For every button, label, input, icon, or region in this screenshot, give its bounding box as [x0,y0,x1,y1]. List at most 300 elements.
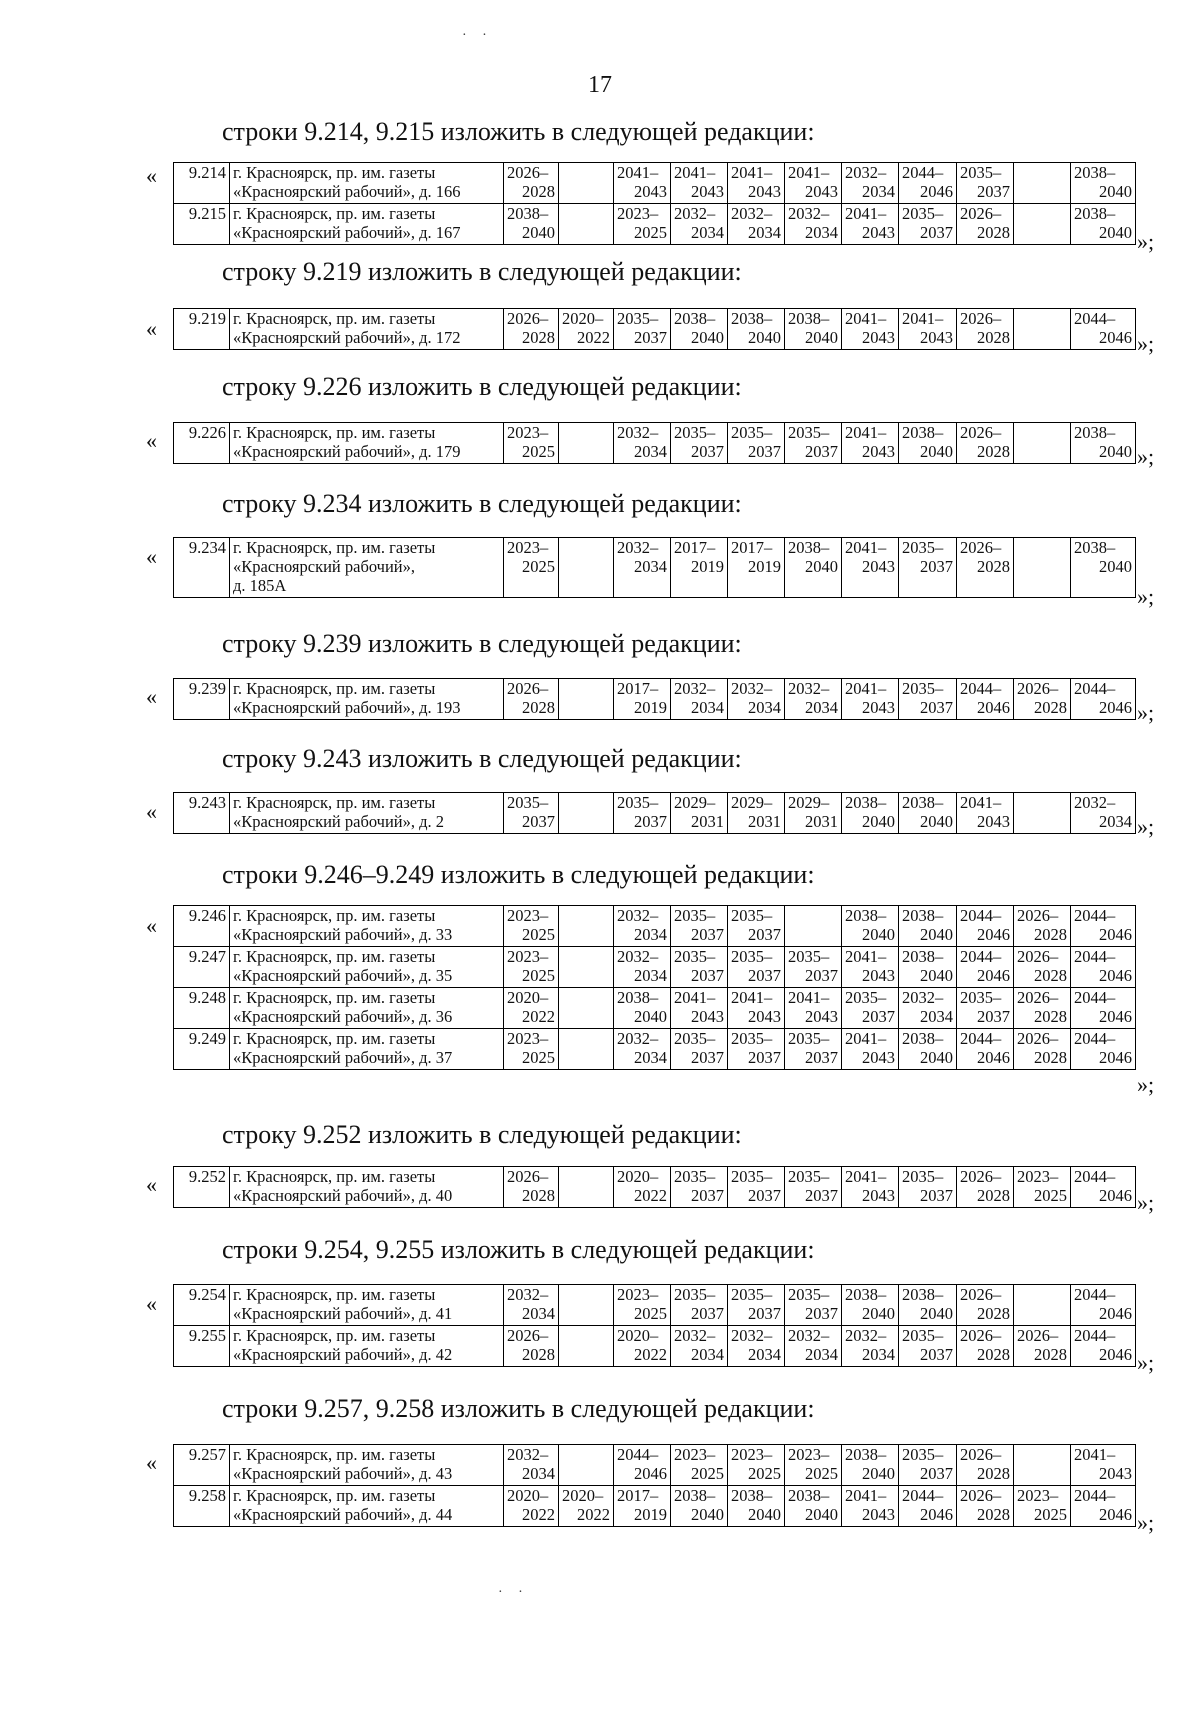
year-start: 2041– [845,679,887,698]
year-start: 2038– [902,1285,944,1304]
address-line: г. Красноярск, пр. им. газеты [233,1485,436,1505]
year-range-cell [899,1485,957,1526]
year-start: 2026– [960,1325,1002,1345]
year-start: 2041– [845,1167,887,1186]
year-start: 2017– [731,538,773,557]
year-end: 2037 [920,1185,953,1205]
address-cell [230,538,504,598]
year-start: 2032– [1074,793,1116,812]
amendment-table [173,422,1136,464]
year-range-cell [899,1167,957,1208]
year-end: 2028 [522,327,555,347]
year-range-cell [785,1325,842,1366]
year-range-cell [728,946,785,987]
year-range-cell [614,987,671,1028]
year-range-cell [728,1325,785,1366]
year-range-cell [559,309,614,350]
year-range-cell [842,1485,899,1526]
year-range-cell [785,538,842,598]
year-range-cell [504,987,559,1028]
year-end: 2046 [1099,1185,1132,1205]
year-start: 2032– [617,906,659,925]
year-range-cell [899,203,957,244]
year-end: 2028 [977,1344,1010,1364]
year-start: 2041– [960,793,1002,812]
year-end: 2037 [691,1185,724,1205]
row-number: 9.246 [174,906,230,947]
year-end: 2037 [805,1047,838,1067]
year-start: 2035– [788,1167,830,1186]
year-end: 2028 [522,697,555,717]
year-range-cell [1071,987,1136,1028]
year-start: 2035– [617,309,659,328]
year-range-cell [899,1325,957,1366]
year-start: 2041– [731,987,773,1007]
year-range-cell [1071,538,1136,598]
year-end: 2031 [748,811,781,831]
year-end: 2037 [748,1047,781,1067]
year-range-cell [899,163,957,204]
year-range-cell [785,946,842,987]
year-start: 2038– [788,309,830,328]
year-start: 2023– [1017,1485,1059,1505]
section-heading: строки 9.254, 9.255 изложить в следующей редакции: [222,1235,815,1264]
address-line: «Красноярский рабочий», д. 40 [233,1185,453,1205]
year-start: 2032– [617,1028,659,1048]
year-start: 2035– [507,793,549,812]
year-start: 2038– [1074,203,1116,223]
empty-cell [1014,538,1071,598]
year-range-cell [728,1285,785,1326]
year-start: 2044– [1074,1325,1116,1345]
year-start: 2044– [902,163,944,182]
year-range-cell [614,423,671,464]
year-range-cell [671,793,728,834]
year-start: 2044– [1074,679,1116,698]
open-quote: « [146,684,157,709]
year-start: 2035– [731,906,773,925]
year-start: 2026– [507,309,549,328]
year-range-cell [785,203,842,244]
year-end: 2040 [862,811,895,831]
address-line: «Красноярский рабочий», д. 41 [233,1303,453,1323]
address-line: г. Красноярск, пр. им. газеты [233,1285,436,1304]
year-start: 2035– [845,987,887,1007]
amendment-table [173,162,1136,245]
year-range-cell [1014,1325,1071,1366]
row-number: 9.226 [174,423,230,464]
year-end: 2046 [977,697,1010,717]
year-range-cell [671,946,728,987]
year-end: 2046 [1099,697,1132,717]
year-start: 2044– [1074,1167,1116,1186]
year-end: 2034 [1099,811,1132,831]
address-line: «Красноярский рабочий», д. 172 [233,327,461,347]
amendment-table [173,308,1136,350]
empty-cell [559,1285,614,1326]
year-end: 2037 [691,924,724,944]
year-end: 2040 [691,327,724,347]
year-start: 2023– [507,906,549,925]
year-end: 2034 [634,441,667,461]
address-line: «Красноярский рабочий», д. 2 [233,811,445,831]
year-end: 2040 [805,327,838,347]
year-range-cell [728,1167,785,1208]
year-range-cell [504,538,559,598]
table-row [174,1325,1136,1366]
table-row [174,946,1136,987]
year-start: 2032– [731,203,773,223]
year-range-cell [785,793,842,834]
year-end: 2031 [691,811,724,831]
year-start: 2044– [1074,946,1116,966]
year-start: 2038– [845,1445,887,1464]
year-end: 2034 [862,1344,895,1364]
year-range-cell [957,203,1014,244]
year-end: 2046 [1099,1006,1132,1026]
row-number: 9.248 [174,987,230,1028]
empty-cell [559,538,614,598]
year-range-cell [957,1445,1014,1486]
year-start: 2035– [902,203,944,223]
year-range-cell [899,538,957,598]
year-start: 2035– [674,1167,716,1186]
year-range-cell [842,423,899,464]
year-end: 2022 [577,1504,610,1524]
page-number: 17 [588,72,612,98]
year-end: 2028 [977,222,1010,242]
year-end: 2046 [1099,1504,1132,1524]
year-end: 2043 [691,181,724,201]
address-line: г. Красноярск, пр. им. газеты [233,1325,436,1345]
year-range-cell [842,987,899,1028]
section-heading: строку 9.219 изложить в следующей редакции: [222,257,742,286]
amendment-table [173,905,1136,1070]
year-start: 2035– [731,1028,773,1048]
address-cell [230,1285,504,1326]
year-start: 2041– [845,946,887,966]
row-number: 9.257 [174,1445,230,1486]
address-line: г. Красноярск, пр. им. газеты [233,946,436,966]
table-row [174,203,1136,244]
address-line: «Красноярский рабочий», д. 193 [233,697,461,717]
year-end: 2040 [920,965,953,985]
year-end: 2043 [862,1185,895,1205]
year-end: 2025 [522,441,555,461]
year-range-cell [957,1167,1014,1208]
scan-speckle: · · [498,1585,529,1600]
year-start: 2038– [902,906,944,925]
year-start: 2020– [562,1485,604,1505]
year-end: 2037 [691,441,724,461]
year-start: 2035– [960,987,1002,1007]
year-start: 2035– [674,946,716,966]
address-cell [230,1167,504,1208]
address-cell [230,1325,504,1366]
section-heading: строку 9.243 изложить в следующей редакции: [222,744,742,773]
year-start: 2035– [617,793,659,812]
year-range-cell [614,793,671,834]
year-range-cell [614,163,671,204]
year-range-cell [1071,793,1136,834]
year-end: 2034 [862,181,895,201]
year-range-cell [1014,1485,1071,1526]
year-end: 2037 [748,1185,781,1205]
year-start: 2041– [845,1485,887,1505]
row-number: 9.214 [174,163,230,204]
year-end: 2028 [977,327,1010,347]
year-end: 2043 [862,965,895,985]
open-quote: « [146,544,157,569]
year-end: 2037 [634,811,667,831]
year-range-cell [1014,1167,1071,1208]
year-end: 2046 [1099,924,1132,944]
year-start: 2035– [674,1285,716,1304]
address-cell [230,987,504,1028]
empty-cell [785,906,842,947]
year-start: 2041– [617,163,659,182]
year-start: 2023– [788,1445,830,1464]
open-quote: « [146,428,157,453]
year-end: 2034 [522,1463,555,1483]
row-number: 9.234 [174,538,230,598]
year-range-cell [614,1028,671,1069]
year-range-cell [899,906,957,947]
year-end: 2037 [920,556,953,576]
year-start: 2035– [788,423,830,442]
year-range-cell [899,1028,957,1069]
year-start: 2038– [845,793,887,812]
year-start: 2041– [902,309,944,328]
year-range-cell [1071,1028,1136,1069]
year-range-cell [842,679,899,720]
open-quote: « [146,1450,157,1475]
year-start: 2020– [562,309,604,328]
year-range-cell [957,1325,1014,1366]
year-start: 2020– [617,1167,659,1186]
year-range-cell [842,946,899,987]
year-start: 2023– [617,203,659,223]
year-end: 2034 [691,697,724,717]
year-range-cell [614,946,671,987]
year-end: 2043 [1099,1463,1132,1483]
year-end: 2040 [920,441,953,461]
year-range-cell [728,1028,785,1069]
year-end: 2028 [977,1504,1010,1524]
year-range-cell [504,1325,559,1366]
year-end: 2034 [634,965,667,985]
year-start: 2035– [788,946,830,966]
address-line: г. Красноярск, пр. им. газеты [233,309,436,328]
year-range-cell [671,1285,728,1326]
year-start: 2041– [845,538,887,557]
year-start: 2026– [507,679,549,698]
year-start: 2035– [902,1445,944,1464]
year-range-cell [957,1285,1014,1326]
year-range-cell [728,538,785,598]
year-start: 2038– [674,309,716,328]
address-cell [230,309,504,350]
year-range-cell [1071,423,1136,464]
year-end: 2028 [977,1303,1010,1323]
year-range-cell [957,538,1014,598]
year-start: 2035– [674,1028,716,1048]
year-end: 2040 [1099,556,1132,576]
year-range-cell [1014,987,1071,1028]
year-range-cell [728,1485,785,1526]
address-cell [230,679,504,720]
open-quote: « [146,163,157,188]
year-range-cell [785,987,842,1028]
year-start: 2038– [1074,538,1116,557]
year-range-cell [671,987,728,1028]
year-range-cell [899,423,957,464]
year-end: 2025 [522,556,555,576]
close-quote: »; [1137,1350,1155,1375]
section-heading: строки 9.257, 9.258 изложить в следующей редакции: [222,1394,815,1423]
year-start: 2032– [674,679,716,698]
year-end: 2025 [634,222,667,242]
year-range-cell [504,163,559,204]
year-start: 2017– [674,538,716,557]
empty-cell [559,163,614,204]
year-start: 2038– [845,906,887,925]
year-end: 2022 [522,1504,555,1524]
year-start: 2041– [674,987,716,1007]
year-end: 2028 [977,441,1010,461]
year-start: 2038– [902,423,944,442]
year-end: 2034 [805,222,838,242]
year-start: 2026– [1017,679,1059,698]
year-end: 2034 [691,1344,724,1364]
address-line: «Красноярский рабочий», [233,556,416,576]
close-quote: »; [1137,1190,1155,1215]
address-line: «Красноярский рабочий», д. 43 [233,1463,453,1483]
amendment-table [173,792,1136,834]
year-end: 2040 [920,924,953,944]
year-start: 2023– [617,1285,659,1304]
year-start: 2041– [845,309,887,328]
close-quote: »; [1137,1072,1155,1097]
empty-cell [559,793,614,834]
address-cell [230,203,504,244]
year-end: 2022 [522,1006,555,1026]
year-end: 2046 [1099,1047,1132,1067]
year-end: 2037 [805,441,838,461]
year-start: 2032– [674,203,716,223]
address-line: «Красноярский рабочий», д. 42 [233,1344,453,1364]
empty-cell [559,987,614,1028]
year-end: 2043 [748,181,781,201]
year-start: 2026– [507,1167,549,1186]
year-end: 2034 [634,924,667,944]
year-start: 2038– [507,203,549,223]
year-range-cell [504,423,559,464]
year-range-cell [728,679,785,720]
year-start: 2029– [674,793,716,812]
close-quote: »; [1137,1510,1155,1535]
year-end: 2034 [634,1047,667,1067]
year-start: 2032– [731,679,773,698]
year-end: 2034 [748,1344,781,1364]
year-start: 2032– [788,1325,830,1345]
year-range-cell [728,309,785,350]
year-end: 2034 [805,697,838,717]
year-end: 2034 [748,222,781,242]
year-start: 2032– [507,1285,549,1304]
year-start: 2023– [731,1445,773,1464]
address-line: г. Красноярск, пр. им. газеты [233,538,436,557]
year-start: 2017– [617,679,659,698]
year-range-cell [504,946,559,987]
year-range-cell [614,203,671,244]
table-row [174,906,1136,947]
year-range-cell [957,906,1014,947]
empty-cell [559,203,614,244]
close-quote: »; [1137,229,1155,254]
year-end: 2043 [977,811,1010,831]
table-row [174,1445,1136,1486]
year-end: 2019 [634,697,667,717]
address-line: г. Красноярск, пр. им. газеты [233,423,436,442]
section-heading: строки 9.214, 9.215 изложить в следующей редакции: [222,117,815,146]
year-range-cell [957,1028,1014,1069]
table-row [174,423,1136,464]
year-start: 2038– [788,1485,830,1505]
year-end: 2022 [634,1344,667,1364]
year-range-cell [504,1167,559,1208]
year-end: 2037 [748,441,781,461]
year-range-cell [671,538,728,598]
year-range-cell [614,538,671,598]
year-end: 2034 [522,1303,555,1323]
year-start: 2044– [1074,1028,1116,1048]
year-end: 2046 [977,1047,1010,1067]
year-start: 2029– [788,793,830,812]
year-start: 2029– [731,793,773,812]
year-range-cell [1014,1028,1071,1069]
year-end: 2040 [634,1006,667,1026]
year-range-cell [1071,1485,1136,1526]
year-end: 2043 [862,1047,895,1067]
row-number: 9.219 [174,309,230,350]
year-range-cell [614,309,671,350]
year-end: 2028 [1034,965,1067,985]
address-cell [230,1485,504,1526]
year-start: 2023– [507,946,549,966]
year-end: 2040 [920,811,953,831]
year-range-cell [957,423,1014,464]
year-end: 2019 [634,1504,667,1524]
empty-cell [559,1028,614,1069]
year-range-cell [899,309,957,350]
year-range-cell [842,538,899,598]
year-range-cell [1071,679,1136,720]
year-end: 2037 [691,965,724,985]
year-range-cell [785,1028,842,1069]
year-range-cell [842,1167,899,1208]
year-end: 2037 [691,1047,724,1067]
year-start: 2032– [902,987,944,1007]
year-end: 2040 [805,1504,838,1524]
address-line: г. Красноярск, пр. им. газеты [233,793,436,812]
year-start: 2032– [507,1445,549,1464]
close-quote: »; [1137,814,1155,839]
year-range-cell [957,163,1014,204]
year-end: 2037 [920,1463,953,1483]
year-end: 2043 [862,441,895,461]
year-range-cell [614,679,671,720]
